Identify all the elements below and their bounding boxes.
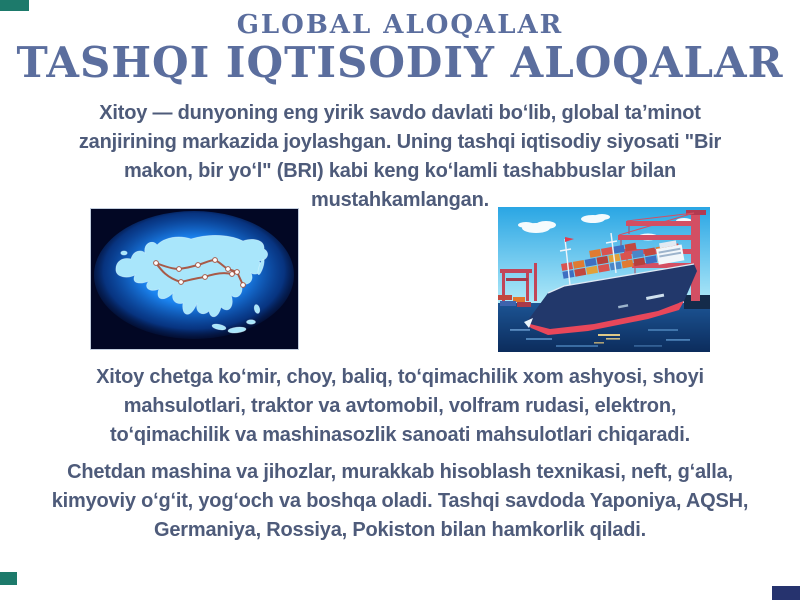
map-illustration-svg bbox=[91, 209, 298, 349]
bri-route-map-image bbox=[90, 208, 299, 350]
ship-illustration-svg bbox=[498, 207, 710, 352]
slide-title: GLOBAL ALOQALAR bbox=[236, 10, 564, 40]
exports-paragraph: Xitoy chetga koʻmir, choy, baliq, toʻqimachilik xom ashyosi, shoyi mahsulotlari, traktor va avtomobil, volfram rudasi, elektron, toʻqimachilik va mashinasozlik sanoati mahsulotlari chiqaradi. bbox=[96, 366, 704, 446]
slide-header bbox=[0, 10, 800, 88]
corner-accent-bottom-left bbox=[0, 572, 17, 585]
container-ship-image bbox=[498, 207, 710, 352]
corner-accent-top-left bbox=[0, 0, 29, 11]
slide-subtitle: TASHQI IQTISODIY ALOQALAR bbox=[16, 38, 784, 88]
intro-paragraph: Xitoy — dunyoning eng yirik savdo davlati boʻlib, global taʼminot zanjirining markazida joylashgan. Uning tashqi iqtisodiy siyosati "Bir makon, bir yoʻl" (BRI) kabi keng koʻlamli tashabbuslar bilan mustahkamlangan. bbox=[78, 102, 722, 211]
imports-paragraph: Chetdan mashina va jihozlar, murakkab hisoblash texnikasi, neft, gʻalla, kimyoviy oʻgʻit, yogʻoch va boshqa oladi. Tashqi savdoda Yaponiya, AQSH, Germaniya, Rossiya, Pokiston bilan hamkorlik qiladi. bbox=[51, 461, 749, 541]
corner-accent-bottom-right bbox=[772, 586, 800, 600]
